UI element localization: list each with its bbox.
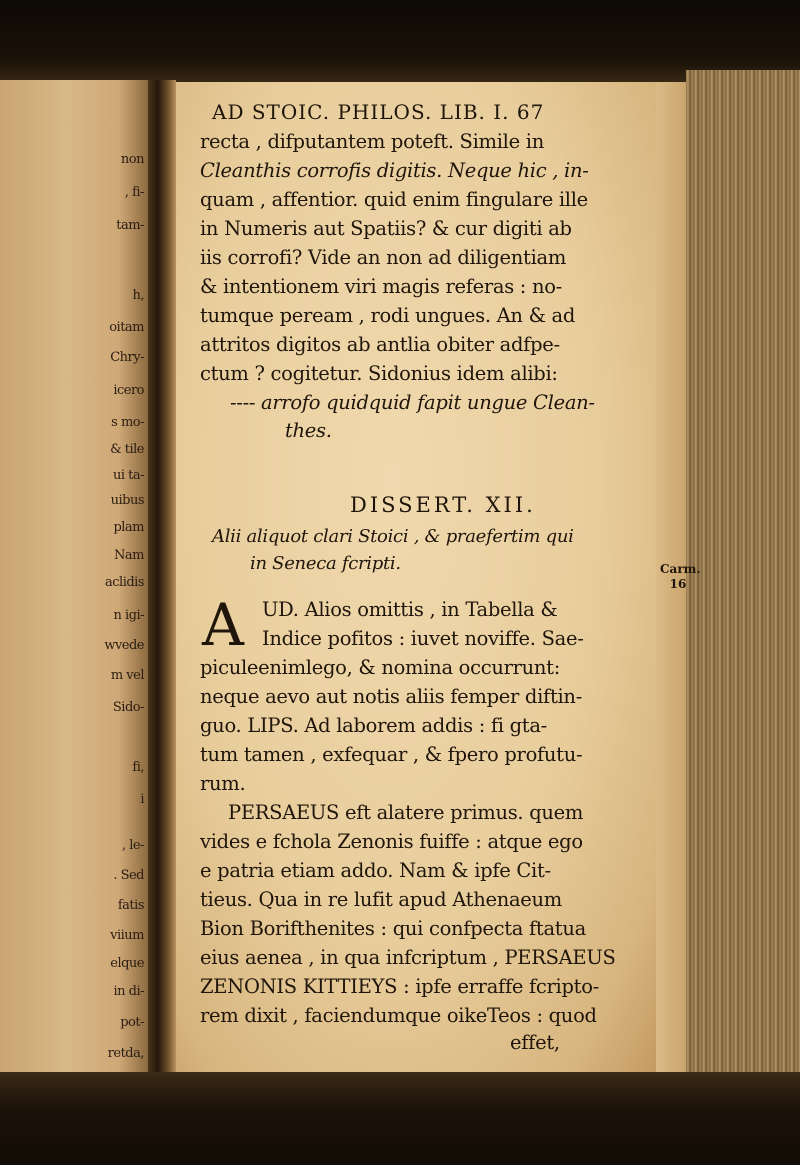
running-head: AD STOIC. PHILOS. LIB. I. 67 [212, 100, 545, 124]
text-line: ZENONIS KITTIEYS : ipfe erraffe fcripto- [200, 975, 599, 998]
text-line: neque aevo aut notis aliis femper diftin- [200, 685, 582, 708]
page-fore-edge [686, 70, 800, 1080]
left-fragment: non [120, 152, 144, 167]
left-fragment: pot- [120, 1015, 144, 1030]
left-fragment: wvede [104, 638, 144, 653]
left-fragment: aclidis [105, 575, 144, 590]
left-fragment: fatis [117, 898, 144, 913]
top-shadow-band [0, 0, 800, 85]
text-line: UD. Alios omittis , in Tabella & [262, 598, 558, 621]
section-subtitle: Alii aliquot clari Stoici , & praefertim qui [212, 526, 574, 547]
text-line: vides e fchola Zenonis fuiffe : atque ego [200, 830, 583, 853]
text-line: iis corrofi? Vide an non ad diligentiam [200, 246, 567, 269]
text-line: attritos digitos ab antlia obiter adfpe- [200, 333, 560, 356]
left-fragment: , le- [121, 838, 144, 853]
text-line: thes. [285, 419, 332, 442]
book-gutter [148, 80, 176, 1080]
left-fragment: plam [113, 520, 144, 535]
left-fragment: m vel [110, 668, 144, 683]
text-line: quam , affentior. quid enim fingulare ille [200, 188, 588, 211]
text-line: Cleanthis corrofis digitis. Neque hic , in- [200, 159, 589, 182]
left-fragment: Nam [114, 548, 144, 563]
text-line: ---- arrofo quidquid fapit ungue Clean- [230, 391, 595, 414]
text-line: guo. LIPS. Ad laborem addis : fi gta- [200, 714, 547, 737]
text-line: ctum ? cogitetur. Sidonius idem alibi: [200, 362, 558, 385]
left-fragment: s mo- [111, 415, 144, 430]
text-line: Bion Borifthenites : qui confpecta ftatua [200, 917, 586, 940]
left-fragment: tam- [116, 218, 144, 233]
text-line: piculeenimlego, & nomina occurrunt: [200, 656, 560, 679]
text-line: e patria etiam addo. Nam & ipfe Cit- [200, 859, 551, 882]
left-fragment: & tile [110, 442, 144, 457]
text-line: tieus. Qua in re lufit apud Athenaeum [200, 888, 562, 911]
text-line: rum. [200, 772, 246, 795]
left-fragment: Sido- [112, 700, 144, 715]
section-heading: DISSERT. XII. [350, 493, 536, 517]
left-fragment: Chry- [110, 350, 144, 365]
section-subtitle: in Seneca fcripti. [250, 553, 401, 574]
drop-cap: A [202, 591, 244, 659]
text-line: recta , difputantem poteft. Simile in [200, 130, 544, 153]
left-fragment: fi, [132, 760, 144, 775]
left-fragment: i [140, 792, 144, 807]
text-line: tum tamen , exfequar , & fpero profutu- [200, 743, 583, 766]
text-line: eius aenea , in qua infcriptum , PERSAEUS [200, 946, 616, 969]
left-fragment: h, [132, 288, 144, 303]
catchword: effet, [510, 1031, 560, 1054]
text-line: PERSAEUS eft alatere primus. quem [228, 801, 584, 824]
left-fragment: oitam [109, 320, 144, 335]
left-fragment: , fi- [124, 185, 144, 200]
left-fragment: elque [110, 956, 144, 971]
bottom-shadow-band [0, 1072, 800, 1165]
text-line: Indice pofitos : iuvet noviffe. Sae- [262, 627, 584, 650]
left-fragment: uibus [110, 493, 144, 508]
left-fragment: icero [113, 383, 144, 398]
margin-note: Carm. 16 [660, 562, 701, 591]
left-fragment: in di- [113, 984, 144, 999]
text-line: & intentionem viri magis referas : no- [200, 275, 562, 298]
left-fragment: ui ta- [112, 468, 144, 483]
left-facing-page [0, 80, 148, 1080]
left-fragment: n igi- [113, 608, 144, 623]
text-line: tumque peream , rodi ungues. An & ad [200, 304, 576, 327]
text-line: in Numeris aut Spatiis? & cur digiti ab [200, 217, 572, 240]
left-fragment: viium [110, 928, 144, 943]
left-fragment: . Sed [113, 868, 144, 883]
left-fragment: retda, [107, 1046, 144, 1061]
text-line: rem dixit , faciendumque oikeTeos : quod [200, 1004, 597, 1027]
